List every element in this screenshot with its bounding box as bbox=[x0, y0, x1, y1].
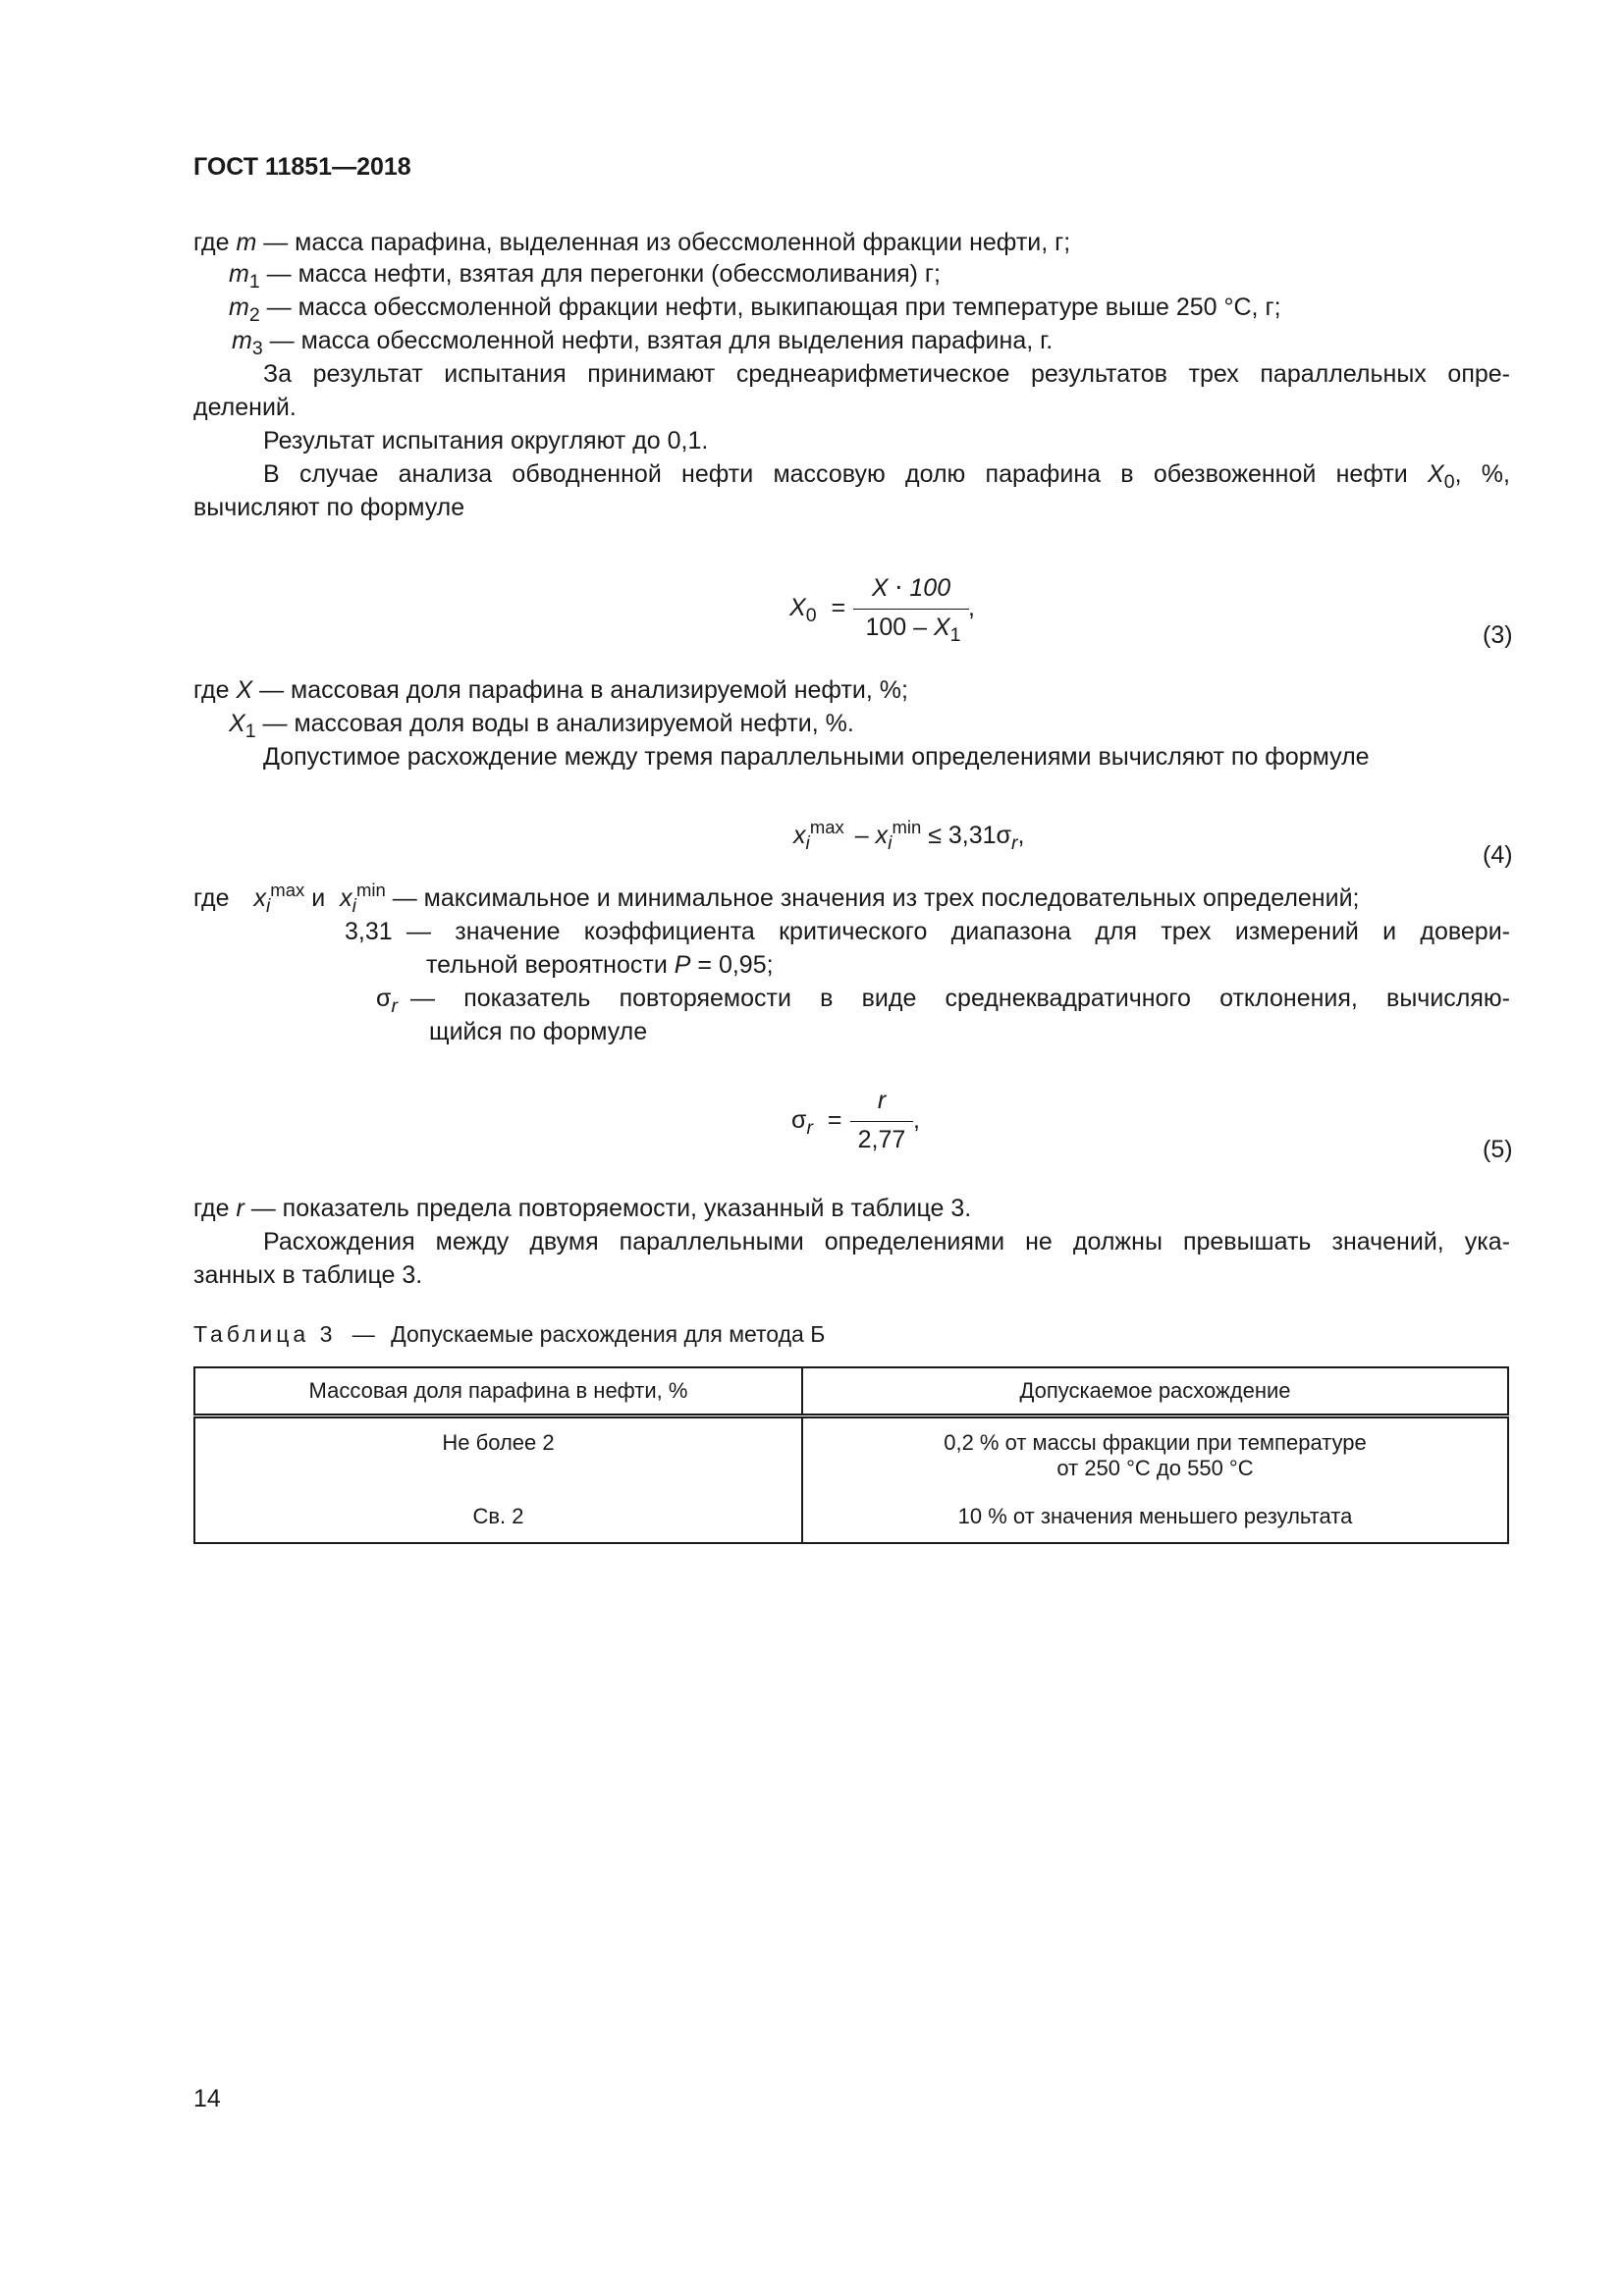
eq5-denominator: 2,77 bbox=[857, 1126, 906, 1153]
definition-sigma-label: $\sigma_r$ bbox=[376, 985, 398, 1018]
definition-m: где m — масса парафина, выделенная из обессмоленной фракции нефти, г; bbox=[193, 229, 1071, 256]
definition-331-line1: — значение коэффициента критического диапазона для трех измерений и довери- bbox=[406, 918, 1510, 945]
table-caption: Таблица 3 — Допускаемые расхождения для метода Б bbox=[193, 1321, 826, 1347]
eq4-number: (4) bbox=[1483, 841, 1513, 869]
page-number: 14 bbox=[193, 2085, 221, 2112]
paragraph-rounding: Результат испытания округляют до 0,1. bbox=[263, 427, 709, 454]
eq5-lhs: $\sigma_r$ = bbox=[791, 1106, 842, 1140]
paragraph-differences-line1: Расхождения между двумя параллельными определениями не должны превышать значений, ука- bbox=[263, 1228, 1510, 1255]
table-cell: Св. 2 bbox=[194, 1500, 802, 1543]
paragraph-allowable-difference: Допустимое расхождение между тремя параллельными определениями вычисляют по формуле bbox=[263, 743, 1370, 771]
eq5-number: (5) bbox=[1483, 1136, 1513, 1163]
definition-331-label: 3,31 bbox=[345, 918, 393, 945]
definition-r: где r — показатель предела повторяемости, указанный в таблице 3. bbox=[193, 1195, 972, 1222]
definition-x1: $X_1$ — массовая доля воды в анализируемой нефти, %. bbox=[229, 710, 854, 743]
table-header-row bbox=[194, 1367, 1508, 1416]
table-row bbox=[194, 1416, 1508, 1501]
table-cell: Не более 2 bbox=[194, 1416, 802, 1501]
table-3 bbox=[193, 1366, 1509, 1544]
table-cell: 10 % от значения меньшего результата bbox=[802, 1500, 1508, 1543]
paragraph-watered-oil-line1: В случае анализа обводненной нефти массовую долю парафина в обезвоженной нефти $X_0$, %, bbox=[263, 460, 1510, 494]
eq3-denominator: $100 - X_1$ bbox=[865, 614, 961, 647]
eq3-numerator: X ⋅ 100 bbox=[871, 574, 951, 602]
eq3-lhs: $X_0$ = bbox=[789, 594, 846, 627]
definition-m2: $m_2$ — масса обессмоленной фракции нефти, выкипающая при температуре выше 250 °С, г; bbox=[229, 294, 1281, 327]
eq3-comma: , bbox=[968, 594, 975, 621]
table-cell: 0,2 % от массы фракции при температуре от 250 °С до 550 °С bbox=[802, 1416, 1508, 1501]
paragraph-result-line2: делений. bbox=[193, 394, 297, 421]
definition-331-line2: тельной вероятности P = 0,95; bbox=[426, 951, 774, 979]
table-header-cell: Допускаемое расхождение bbox=[802, 1367, 1508, 1416]
table-header-cell: Массовая доля парафина в нефти, % bbox=[194, 1367, 802, 1416]
definition-m3: $m_3$ — масса обессмоленной нефти, взятая для выделения парафина, г. bbox=[232, 327, 1054, 360]
table-row bbox=[194, 1500, 1508, 1543]
eq5-fraction-bar bbox=[850, 1121, 913, 1122]
definition-sigma-line1: — показатель повторяемости в виде среднеквадратичного отклонения, вычисляю- bbox=[410, 985, 1510, 1012]
paragraph-result-line1: За результат испытания принимают среднеарифметическое результатов трех параллельных опре- bbox=[263, 360, 1510, 388]
document-header: ГОСТ 11851—2018 bbox=[193, 153, 411, 181]
definition-x: где X — массовая доля парафина в анализируемой нефти, %; bbox=[193, 676, 908, 704]
paragraph-watered-oil-line2: вычисляют по формуле bbox=[193, 494, 465, 521]
definition-xmax-xmin: где $x_i^{max}$ и $x_i^{min}$ — максимальное и минимальное значения из трех последовательных определений; bbox=[193, 879, 1360, 918]
eq5-numerator: r bbox=[877, 1087, 887, 1114]
definition-sigma-line2: щийся по формуле bbox=[429, 1018, 648, 1045]
paragraph-differences-line2: занных в таблице 3. bbox=[193, 1261, 423, 1289]
eq4-body: $x_i^{max} - x_i^{min} \le 3,31\sigma_r$, bbox=[793, 816, 1025, 855]
eq5-comma: , bbox=[913, 1106, 920, 1134]
definition-m1: $m_1$ — масса нефти, взятая для перегонки (обессмоливания) г; bbox=[229, 260, 941, 294]
eq3-number: (3) bbox=[1483, 621, 1513, 649]
eq3-fraction-bar bbox=[853, 609, 969, 610]
